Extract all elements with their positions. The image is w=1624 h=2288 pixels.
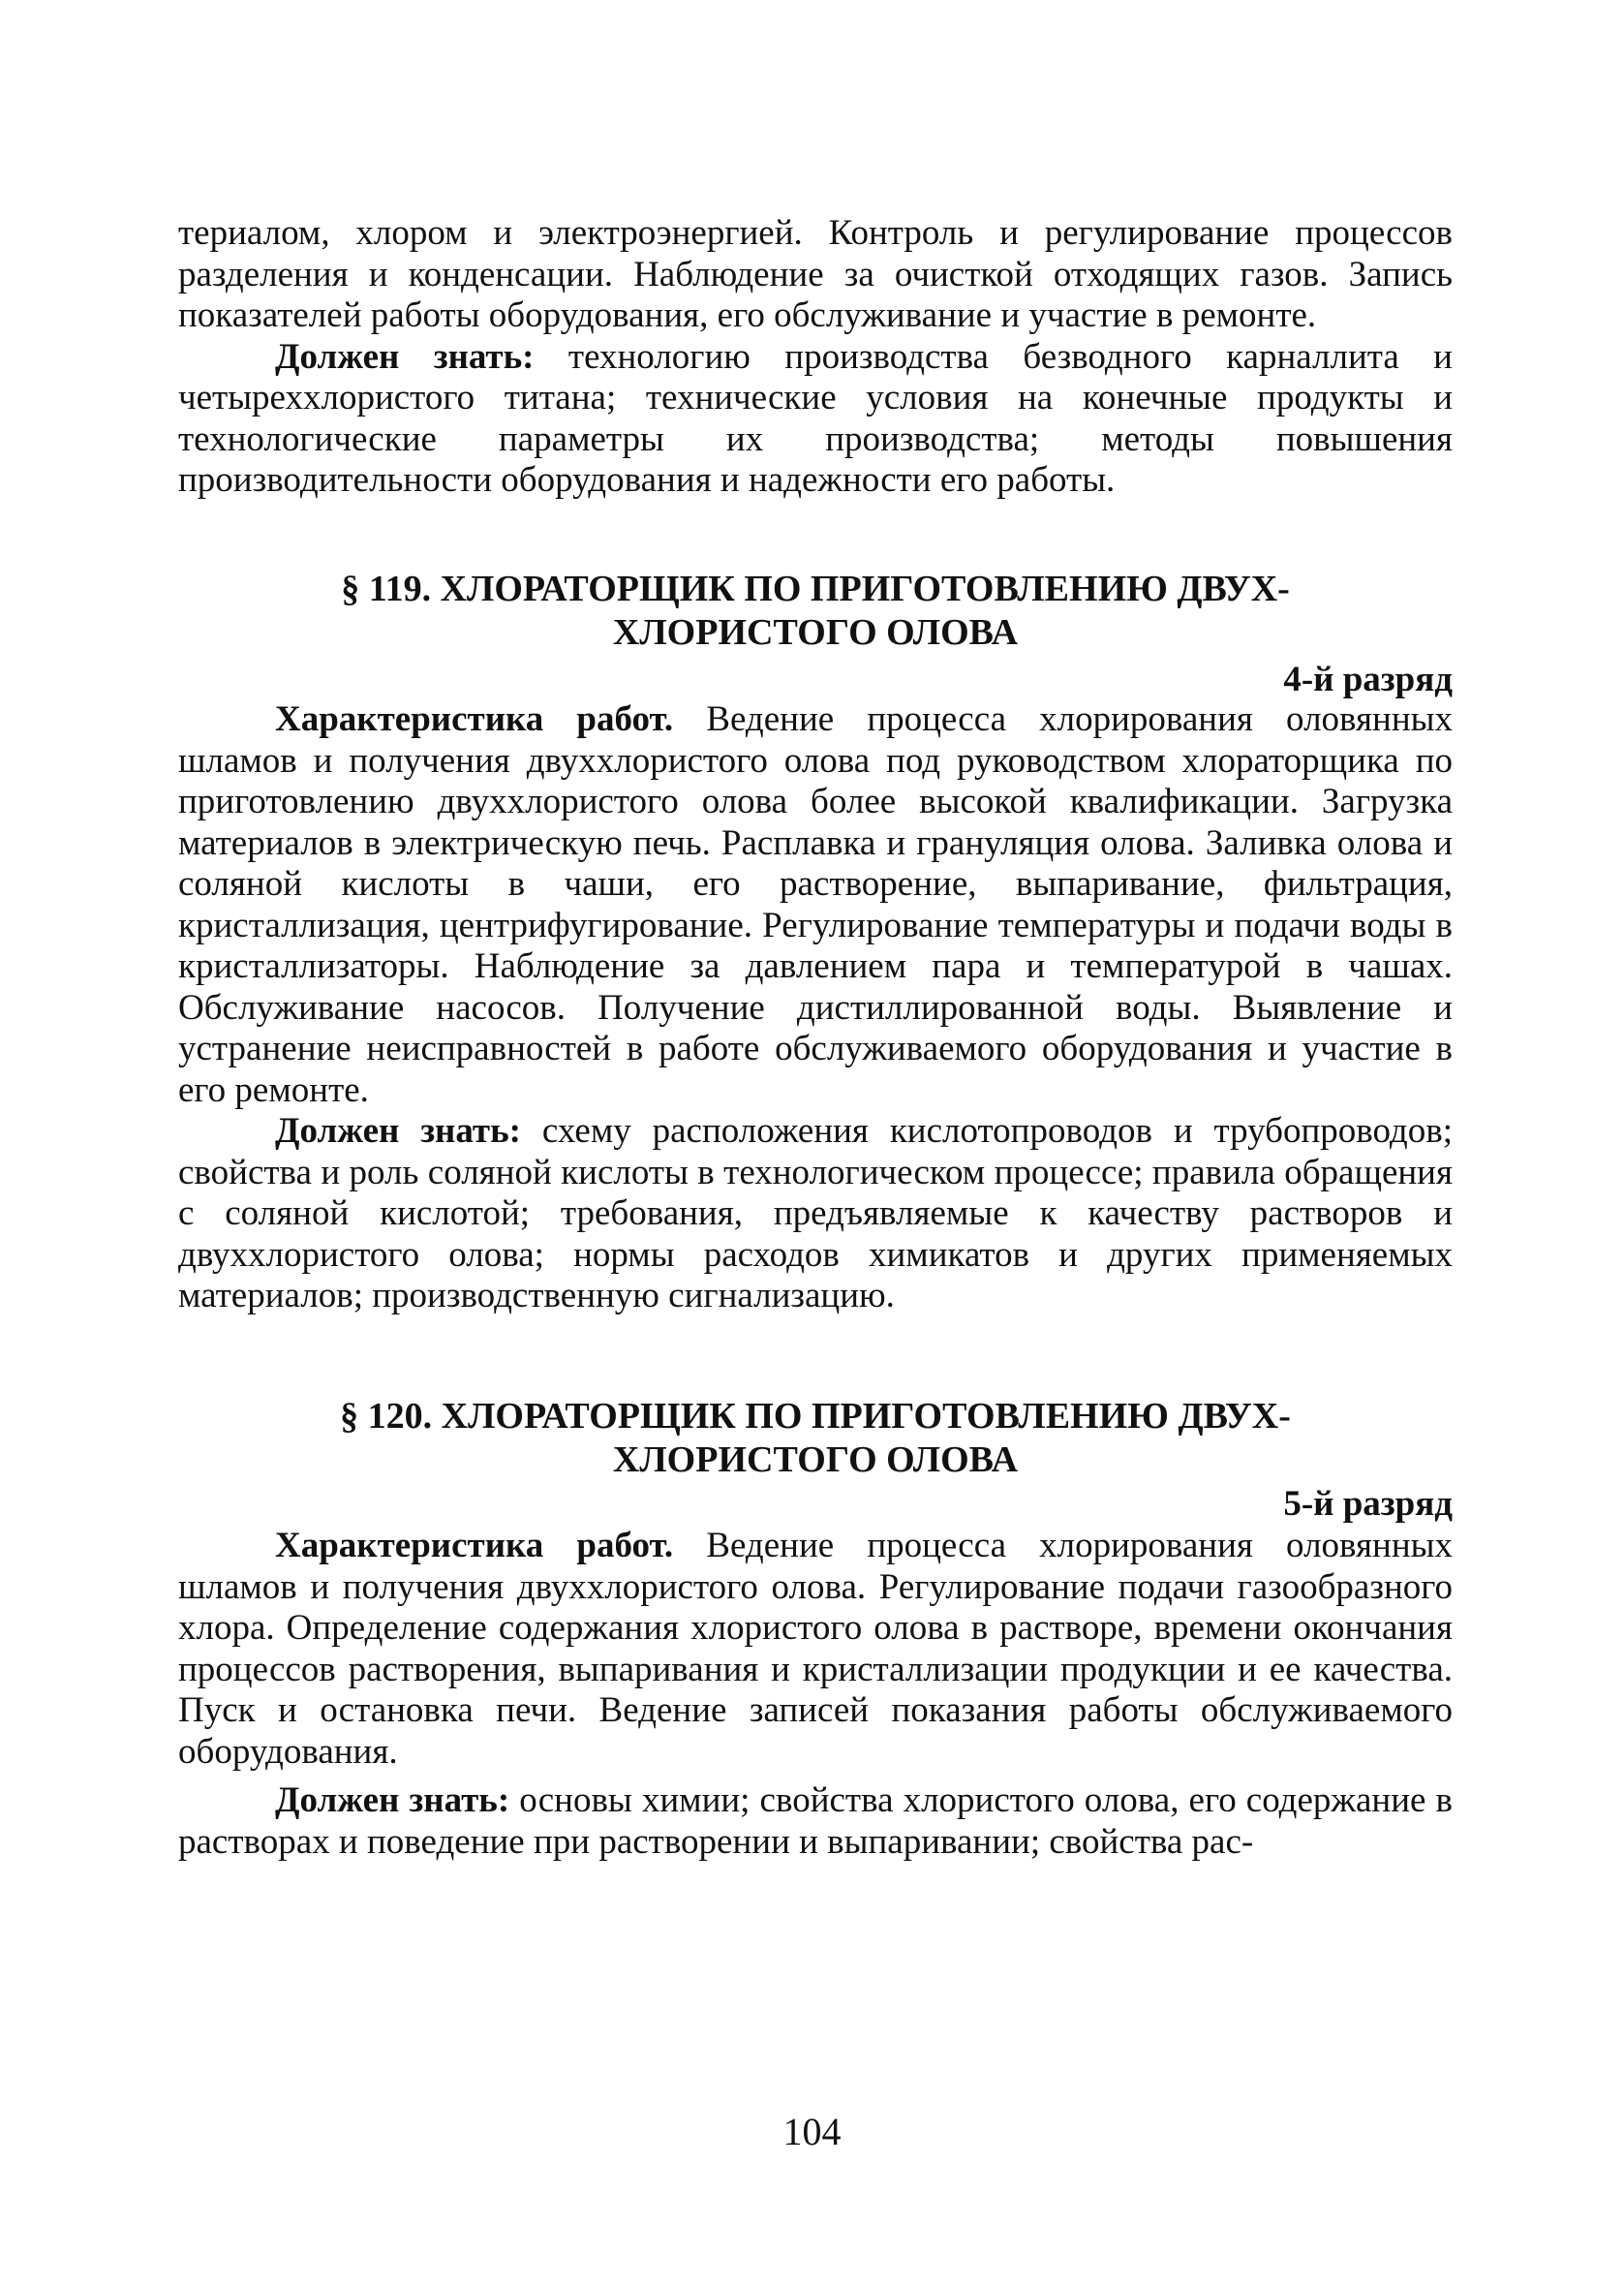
work-lead: Характеристика работ. [275,1526,674,1565]
section-120-title [178,1395,1453,1482]
section-119-work-paragraph [178,699,1453,1111]
section-120-title-line-1: § 120. ХЛОРАТОРЩИК ПО ПРИГОТОВЛЕНИЮ ДВУХ- [340,1396,1291,1437]
knowledge-text: основы химии; свойства хлористого олова, его содержание в растворах и поведение при растворении и выпаривании; свойства рас- [178,1780,1453,1862]
section-120-grade: 5-й разряд [1283,1484,1453,1524]
section-119-title [178,568,1453,655]
section-120-work-paragraph [178,1526,1453,1773]
intro-paragraph: териалом, хлором и электроэнергией. Контроль и регулирование процессов разделения и конденсации. Наблюдение за очисткой отходящих газов. Запись показателей работы оборудования, его обслуживание и участие в ремонте. [178,213,1453,335]
work-text: Ведение процесса хлорирования оловянных шламов и получения двуххлористого олова. Регулирование подачи газообразного хлора. Определение содержания хлористого олова в растворе, времени окончания процессов растворения, выпаривания и кристаллизации продукции и ее качества. Пуск и остановка печи. Ведение записей показания работы обслуживаемого оборудования. [178,1526,1453,1772]
page-number: 104 [782,2110,842,2153]
section-120-knowledge-paragraph [178,1780,1453,1863]
section-119-body [178,699,1453,1317]
knowledge-lead: Должен знать: [275,1780,510,1820]
section-119-knowledge-paragraph [178,1111,1453,1317]
knowledge-text: схему расположения кислотопроводов и трубопроводов; свойства и роль соляной кислоты в технологическом процессе; правила обращения с соляной кислотой; требования, предъявляемые к качеству растворов и двуххлористого олова; нормы расходов химикатов и других применяемых материалов; производственную сигнализацию. [178,1111,1453,1315]
intro-block [178,213,1453,502]
knowledge-lead: Должен знать: [275,1111,521,1151]
section-120-body [178,1526,1453,1863]
intro-knowledge-paragraph [178,337,1453,502]
section-119-title-line-2: ХЛОРИСТОГО ОЛОВА [612,612,1019,653]
knowledge-lead: Должен знать: [275,336,535,377]
section-119-grade: 4-й разряд [1283,660,1453,699]
section-120-title-line-2: ХЛОРИСТОГО ОЛОВА [612,1439,1019,1480]
knowledge-text: технологию производства безводного карналлита и четыреххлористого титана; технические условия на конечные продукты и технологические параметры их производства; методы повышения производительности оборудования и надежности его работы. [178,336,1453,500]
work-lead: Характеристика работ. [275,699,674,739]
work-text: Ведение процесса хлорирования оловянных шламов и получения двуххлористого олова под руководством хлораторщика по приготовлению двуххлористого олова более высокой квалификации. Загрузка материалов в электрическую печь. Расплавка и грануляция олова. Заливка олова и соляной кислоты в чаши, его растворение, выпаривание, фильтрация, кристаллизация, центрифугирование. Регулирование температуры и подачи воды в кристаллизаторы. Наблюдение за давлением пара и температурой в чашах. Обслуживание насосов. Получение дистиллированной воды. Выявление и устранение неисправностей в работе обслуживаемого оборудования и участие в его ремонте. [178,699,1453,1110]
section-119-title-line-1: § 119. ХЛОРАТОРЩИК ПО ПРИГОТОВЛЕНИЮ ДВУХ- [341,569,1290,609]
